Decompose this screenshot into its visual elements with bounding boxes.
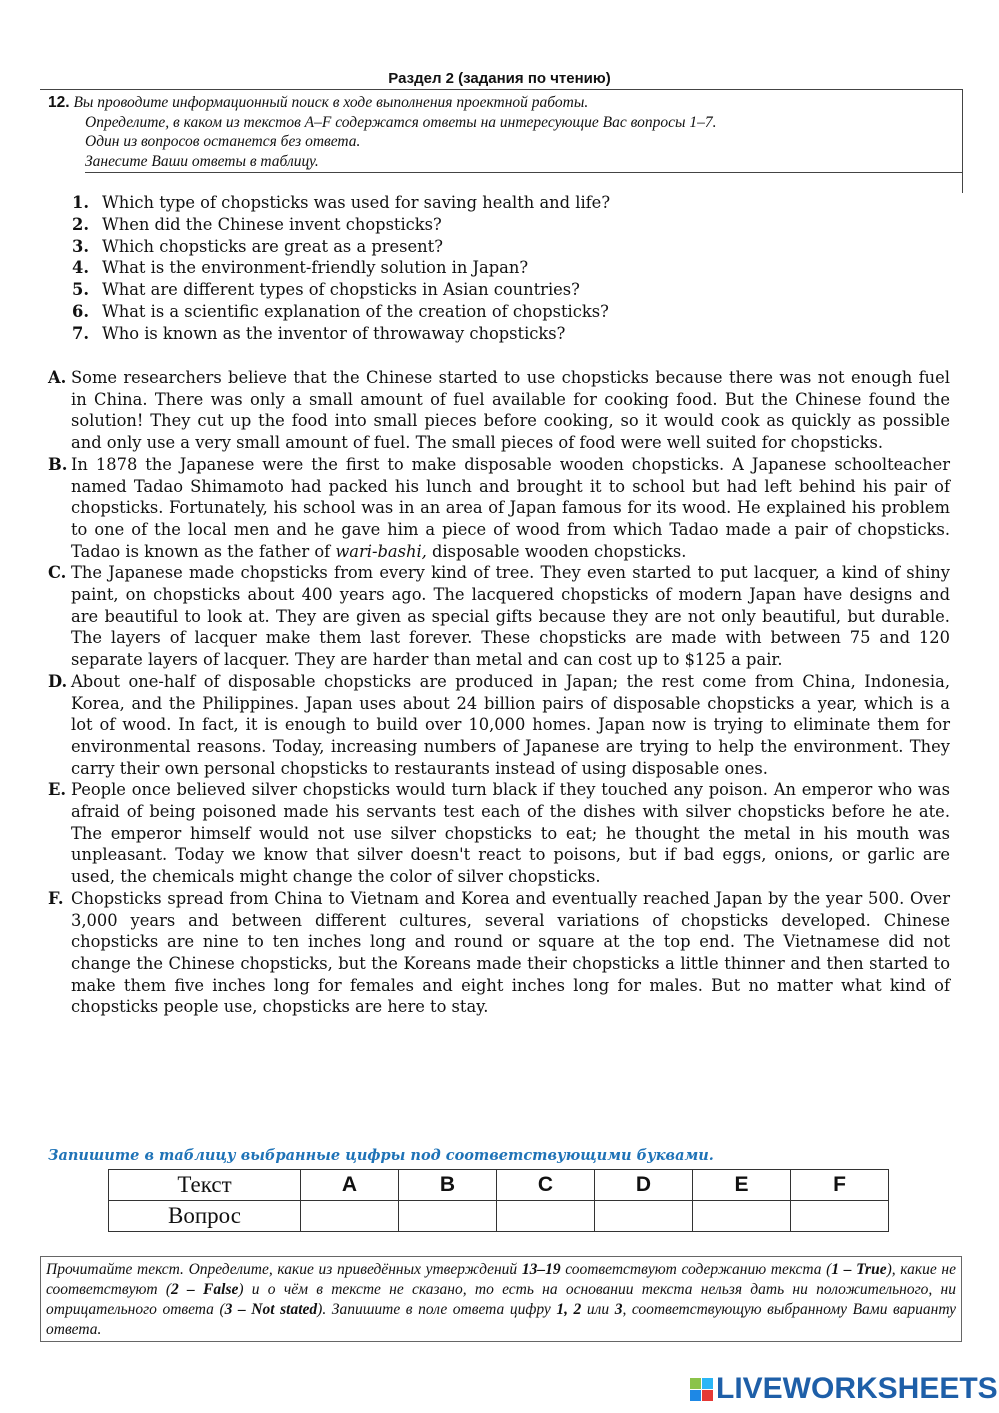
question-item bbox=[72, 236, 610, 258]
column-letter: C bbox=[497, 1170, 595, 1201]
question-text: What is a scientific explanation of the creation of chopsticks? bbox=[102, 301, 609, 321]
paragraph-text: People once believed silver chopsticks would turn black if they touched any poison. An emperor who was afraid of being poisoned made his servants test each of the dishes with silver chopsticks before he ate. The emperor himself would not use silver chopsticks to eat; he thought the metal in his mouth was unpleasant. Today we know that silver doesn't react to poisons, but if bad eggs, onions, or garlic are used, the chemicals might change the color of silver chopsticks. bbox=[71, 780, 950, 887]
question-number: 2. bbox=[72, 214, 89, 234]
note-text: ) и о чём в тексте не сказано, то есть на основании текста нельзя дать ни положительного, ни отрицательного ответа ( bbox=[46, 1281, 956, 1318]
row-label-text: Текст bbox=[109, 1170, 301, 1201]
note-text: ), какие не соответствуют ( bbox=[46, 1261, 957, 1298]
text-paragraph bbox=[48, 671, 950, 780]
task-line: Один из вопросов останется без ответа. bbox=[85, 133, 361, 150]
row-label-question: Вопрос bbox=[109, 1201, 301, 1232]
question-text: Who is known as the inventor of throwaway chopsticks? bbox=[102, 323, 566, 343]
answer-input[interactable] bbox=[402, 1202, 493, 1230]
logo-grid-icon bbox=[690, 1378, 713, 1401]
paragraph-text: disposable wooden chopsticks. bbox=[426, 541, 687, 561]
note-text: или bbox=[581, 1301, 615, 1318]
question-text: What are different types of chopsticks in Asian countries? bbox=[102, 280, 580, 300]
answer-cell bbox=[791, 1201, 889, 1232]
note-text: Прочитайте текст. Определите, какие из приведённых утверждений bbox=[46, 1261, 522, 1278]
question-item bbox=[72, 214, 610, 236]
text-paragraph bbox=[48, 367, 950, 454]
question-item bbox=[72, 257, 610, 279]
text-paragraph bbox=[48, 562, 950, 671]
task-instructions bbox=[48, 93, 717, 171]
question-text: What is the environment-friendly solution in Japan? bbox=[102, 258, 529, 278]
column-letter: E bbox=[693, 1170, 791, 1201]
note-bold: 2 – False bbox=[171, 1281, 239, 1298]
question-number: 1. bbox=[72, 193, 89, 212]
question-item bbox=[72, 192, 610, 214]
liveworksheets-logo[interactable] bbox=[690, 1372, 998, 1406]
paragraph-letter: D. bbox=[48, 671, 68, 691]
question-item bbox=[72, 301, 610, 323]
note-bold: 3 – Not stated bbox=[224, 1301, 318, 1318]
answer-cell bbox=[497, 1201, 595, 1232]
text-paragraph bbox=[48, 454, 950, 563]
paragraph-text: In 1878 the Japanese were the first to make disposable wooden chopsticks. A Japanese schoolteacher named Tadao Shimamoto had packed his lunch and brought it to school but had left behind his pair of chopsticks. Fortunately, his school was in an area of Japan famous for its wood. He explained his problem to one of the local men and he gave him a piece of wood from which Tadao made a pair of chopsticks. Tadao is known as the father of bbox=[71, 454, 950, 561]
note-text: ). Запишите в поле ответа цифру bbox=[317, 1301, 557, 1318]
paragraph-text: Some researchers believe that the Chinese started to use chopsticks because there was not enough fuel in China. There was only a small amount of fuel available for cooking food. But the Chinese found the solution! They cut up the food into small pieces before cooking, so it would cook as quickly as possible and only use a very small amount of fuel. The small pieces of food were well suited for chopsticks. bbox=[71, 368, 950, 453]
question-number: 7. bbox=[72, 323, 89, 343]
question-list bbox=[72, 192, 610, 345]
column-letter: D bbox=[595, 1170, 693, 1201]
answer-input[interactable] bbox=[696, 1202, 787, 1230]
section-title: Раздел 2 (задания по чтению) bbox=[388, 70, 611, 87]
task-number: 12. bbox=[48, 94, 70, 111]
task-line: Вы проводите информационный поиск в ходе выполнения проектной работы. bbox=[73, 94, 589, 111]
question-text: Which chopsticks are great as a present? bbox=[102, 236, 443, 256]
answer-cell bbox=[693, 1201, 791, 1232]
logo-text: LIVEWORKSHEETS bbox=[716, 1372, 998, 1405]
table-instruction: Запишите в таблицу выбранные цифры под соответствующими буквами. bbox=[48, 1147, 714, 1164]
paragraph-letter: C. bbox=[48, 563, 67, 583]
question-number: 6. bbox=[72, 301, 89, 321]
answer-input[interactable] bbox=[500, 1202, 591, 1230]
paragraph-letter: B. bbox=[48, 454, 68, 474]
answer-input[interactable] bbox=[304, 1202, 395, 1230]
column-letter: B bbox=[399, 1170, 497, 1201]
column-letter: F bbox=[791, 1170, 889, 1201]
paragraph-text: About one-half of disposable chopsticks are produced in Japan; the rest come from China, Indonesia, Korea, and the Philippines. Japan uses about 24 billion pairs of disposable chopsticks a year, which is a lot of wood. In fact, it is enough to build over 10,000 homes. Japan now is trying to eliminate them for environmental reasons. Today, increasing numbers of Japanese are trying to help the environment. They carry their own personal chopsticks to restaurants instead of using disposable ones. bbox=[71, 671, 950, 778]
note-bold: 1 – True bbox=[831, 1261, 887, 1278]
paragraph-text: The Japanese made chopsticks from every kind of tree. They even started to put lacquer, a kind of shiny paint, on chopsticks about 400 years ago. The lacquered chopsticks of modern Japan have designs and are beautiful to look at. They are given as special gifts because they are not only beautiful, but durable. The layers of lacquer make them last forever. These chopsticks are made with between 75 and 120 separate layers of lacquer. They are harder than metal and can cost up to $125 a pair. bbox=[71, 563, 950, 670]
answer-cell bbox=[301, 1201, 399, 1232]
note-bold: 13–19 bbox=[521, 1261, 561, 1278]
question-item bbox=[72, 279, 610, 301]
column-letter: A bbox=[301, 1170, 399, 1201]
text-paragraph bbox=[48, 888, 950, 1018]
answer-cell bbox=[399, 1201, 497, 1232]
paragraph-letter: F. bbox=[48, 888, 64, 908]
next-task-instructions bbox=[40, 1256, 962, 1342]
note-bold: 3 bbox=[614, 1301, 623, 1318]
question-text: Which type of chopsticks was used for saving health and life? bbox=[102, 193, 611, 212]
question-text: When did the Chinese invent chopsticks? bbox=[102, 214, 442, 234]
answer-input[interactable] bbox=[794, 1202, 885, 1230]
answer-input[interactable] bbox=[598, 1202, 689, 1230]
task-line: Определите, в каком из текстов A–F содержатся ответы на интересующие Вас вопросы 1–7. bbox=[85, 113, 717, 131]
question-item bbox=[72, 323, 610, 345]
text-paragraph bbox=[48, 779, 950, 888]
note-text: , соответствующую выбранному Вами варианту ответа. bbox=[46, 1301, 957, 1338]
answer-table bbox=[108, 1169, 889, 1232]
paragraph-letter: A. bbox=[48, 368, 67, 387]
answer-cell bbox=[595, 1201, 693, 1232]
term: wari-bashi, bbox=[335, 541, 427, 561]
note-text: соответствуют содержанию текста ( bbox=[560, 1261, 832, 1278]
question-number: 5. bbox=[72, 280, 89, 300]
question-number: 4. bbox=[72, 258, 89, 278]
paragraph-letter: E. bbox=[48, 780, 67, 800]
note-bold: 1, 2 bbox=[556, 1301, 582, 1318]
text-list bbox=[48, 367, 950, 1018]
task-line: Занесите Ваши ответы в таблицу. bbox=[85, 152, 319, 170]
paragraph-text: Chopsticks spread from China to Vietnam and Korea and eventually reached Japan by the year 500. Over 3,000 years and between different cultures, several variations of chopsticks developed. Chinese chopsticks are nine to ten inches long and round or square at the top end. The Vietnamese did not change the Chinese chopsticks, but the Koreans made their chopsticks a little thinner and then started to make them five inches long for females and eight inches long for males. But no matter what kind of chopsticks people use, chopsticks are here to stay. bbox=[71, 888, 950, 1017]
question-number: 3. bbox=[72, 236, 89, 256]
